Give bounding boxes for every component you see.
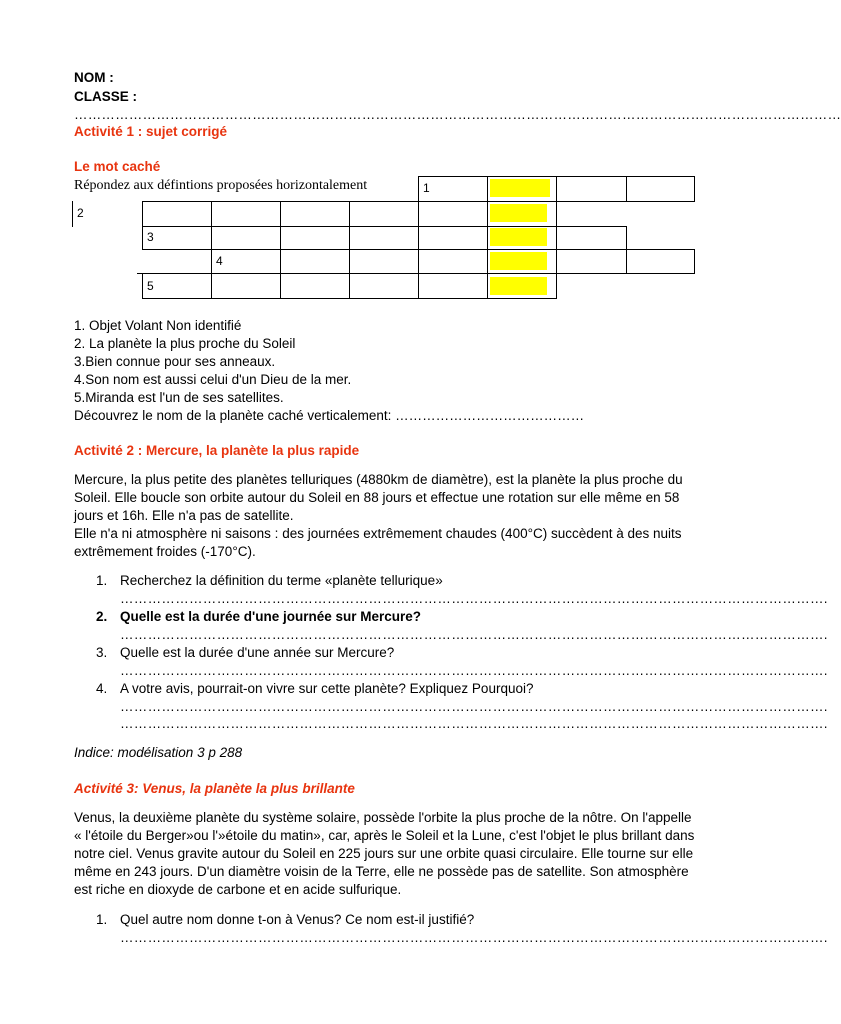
hint-text: Indice: modélisation 3 p 288 [74,745,243,760]
activity2-title: Activité 2 : Mercure, la planète la plus rapide [74,443,360,458]
grid-cell[interactable] [280,273,350,299]
classe-label: CLASSE : [74,89,138,104]
row-number: 5 [147,279,154,293]
answer-line[interactable]: ………………………………………………………………………………………………………………………………………. [120,699,828,714]
grid-cell[interactable] [349,226,419,250]
grid-cell[interactable] [626,249,695,274]
answer-line[interactable]: ………………………………………………………………………………………………………………………………………. [120,930,828,945]
grid-cell[interactable] [349,201,419,227]
grid-cell[interactable] [142,201,212,227]
grid-cell[interactable] [418,226,488,250]
question-number: 2. [96,609,108,624]
nom-label: NOM : [74,70,114,85]
activity1-title: Activité 1 : sujet corrigé [74,124,228,139]
answer-line[interactable]: ………………………………………………………………………………………………………………………………………. [120,591,828,606]
discover-prompt: Découvrez le nom de la planète caché verticalement: …………………………………… [74,408,585,423]
grid-cell[interactable] [418,249,488,274]
clue-2: 2. La planète la plus proche du Soleil [74,336,296,351]
question-text: Recherchez la définition du terme «planète tellurique» [120,573,443,588]
grid-cell[interactable] [349,273,419,299]
row-number: 2 [77,206,84,220]
grid-cell[interactable] [211,226,281,250]
row-number: 1 [423,181,430,195]
highlight-cell [490,252,547,270]
answer-line[interactable]: ………………………………………………………………………………………………………………………………………. [120,663,828,678]
highlight-cell [490,204,547,222]
crossword-instruction: Répondez aux défintions proposées horizontalement [74,178,368,193]
grid-cell[interactable] [626,176,695,202]
question-text: Quelle est la durée d'une journée sur Mercure? [120,609,422,624]
answer-line[interactable]: ………………………………………………………………………………………………………………………………………. [120,716,828,731]
question-text: Quelle est la durée d'une année sur Mercure? [120,645,395,660]
question-number: 4. [96,681,108,696]
grid-cell[interactable] [556,249,627,274]
row-number: 4 [216,254,223,268]
question-text: A votre avis, pourrait-on vivre sur cette planète? Expliquez Pourquoi? [120,681,534,696]
activity1-subtitle: Le mot caché [74,159,161,174]
highlight-cell [490,277,547,295]
grid-cell[interactable] [349,249,419,274]
grid-cell[interactable] [418,273,488,299]
question-text: Quel autre nom donne t-on à Venus? Ce nom est-il justifié? [120,912,475,927]
question-number: 3. [96,645,108,660]
clue-4: 4.Son nom est aussi celui d'un Dieu de la mer. [74,372,352,387]
highlight-cell [490,228,547,246]
grid-cell[interactable] [280,249,350,274]
grid-cell[interactable] [211,273,281,299]
grid-cell[interactable] [556,176,627,202]
grid-cell[interactable] [280,226,350,250]
grid-cell[interactable] [556,226,627,250]
highlight-cell [490,179,550,197]
clue-1: 1. Objet Volant Non identifié [74,318,242,333]
clue-5: 5.Miranda est l'un de ses satellites. [74,390,284,405]
clue-3: 3.Bien connue pour ses anneaux. [74,354,276,369]
grid-cell[interactable] [418,201,488,227]
grid-cell[interactable] [280,201,350,227]
grid-cell[interactable] [211,201,281,227]
activity3-paragraph: Venus, la deuxième planète du système solaire, possède l'orbite la plus proche de la nôtre. On l'appelle « l'étoile du Berger»ou l'»étoile du matin», car, après le Soleil et la Lune, c'est l'objet le plus brillant dans notre ciel. Venus gravite autour du Soleil en 225 jours sur une orbite quasi circulaire. Elle tourne sur elle même en 243 jours. D'un diamètre voisin de la Terre, elle ne possède pas de satellite. Son atmosphère est riche en dioxyde de carbone et en acide sulfurique. [74,810,695,897]
question-number: 1. [96,573,108,588]
header-separator: …………………………………………………………………………………………………………………………………………………… [74,107,841,122]
answer-line[interactable]: ………………………………………………………………………………………………………………………………………. [120,627,828,642]
activity2-paragraph: Mercure, la plus petite des planètes telluriques (4880km de diamètre), est la planète la plus proche du Soleil. Elle boucle son orbite autour du Soleil en 88 jours et effectue une rotation sur elle même en 58 jours et 16h. Elle n'a pas de satellite. [74,472,683,523]
question-number: 1. [96,912,108,927]
activity2-paragraph-2: Elle n'a ni atmosphère ni saisons : des journées extrêmement chaudes (400°C) succèdent à des nuits extrêmement froides (-170°C). [74,526,682,559]
row-number: 3 [147,230,154,244]
activity3-title: Activité 3: Venus, la planète la plus brillante [74,781,355,796]
